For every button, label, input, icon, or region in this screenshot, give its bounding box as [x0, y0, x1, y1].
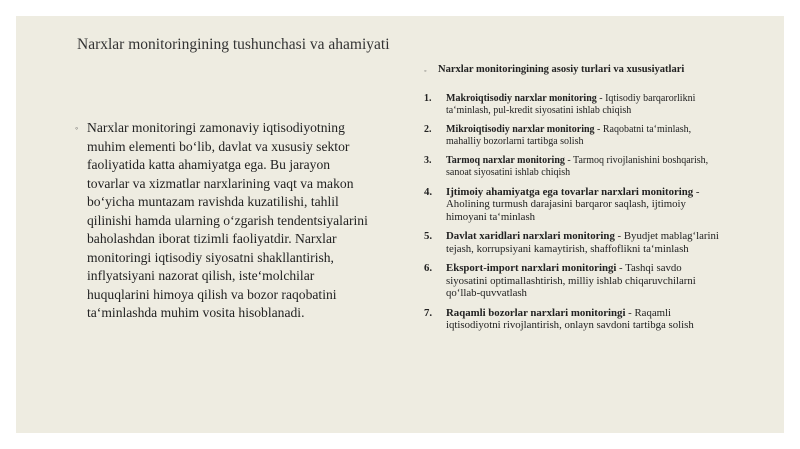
list-item-desc: - Raqamli iqtisodiyotni rivojlantirish, onlayn savdoni tartibga solish — [446, 306, 694, 331]
list-item-number: 6. — [424, 262, 433, 274]
list-item-number: 1. — [424, 92, 432, 104]
list-item — [424, 124, 724, 148]
list-item-name: Makroiqtisodiy narxlar monitoring — [446, 92, 597, 104]
list-item-body — [446, 93, 724, 117]
list-item — [424, 307, 724, 332]
left-column — [75, 119, 375, 323]
left-bullet-item — [75, 119, 375, 323]
list-item-body — [446, 186, 724, 224]
list-item-number: 3. — [424, 154, 432, 166]
list-item-name: Eksport-import narxlari monitoringi — [446, 262, 617, 274]
bullet-circle-icon: ◦ — [75, 123, 79, 133]
list-item — [424, 155, 724, 179]
list-item — [424, 186, 724, 224]
list-item-name: Tarmoq narxlar monitoring — [446, 154, 565, 166]
left-paragraph: Narxlar monitoringi zamonaviy iqtisodiyotning muhim elementi bo‘lib, davlat va xususiy sektor faoliyatida katta ahamiyatga ega. Bu jarayon tovarlar va xizmatlar narxlarining vaqt va makon bo‘yicha muntazam ravishda kuzatilishi, tahlil qilinishi hamda ularning o‘zgarish tendentsiyalarini baholashdan iborat tizimli faoliyatdir. Narxlar monitoringi iqtisodiy siyosatni shakllantirish, inflyatsiyani nazorat qilish, iste‘molchilar huquqlarini himoya qilish va bozor raqobatini ta‘minlashda muhim vosita hisoblanadi. — [87, 120, 368, 320]
list-item — [424, 262, 724, 300]
list-item-desc: - Iqtisodiy barqarorlikni ta‘minlash, pul-kredit siyosatini ishlab chiqish — [446, 92, 696, 116]
list-item-body — [446, 262, 724, 300]
monitoring-types-list — [424, 93, 724, 332]
list-item-number: 5. — [424, 230, 433, 242]
list-item-body — [446, 155, 724, 179]
list-item-desc: - Raqobatni ta‘minlash, mahalliy bozorlarni tartibga solish — [446, 123, 692, 147]
list-item-number: 2. — [424, 123, 432, 135]
list-item-desc: - Byudjet mablag‘larini tejash, korrupsiyani kamaytirish, shaffoflikni ta‘minlash — [446, 230, 719, 255]
list-item-number: 7. — [424, 306, 433, 319]
list-item-name: Davlat xaridlari narxlari monitoring — [446, 230, 615, 242]
list-item — [424, 230, 724, 255]
list-item-desc: - Aholining turmush darajasini barqaror saqlash, ijtimoiy himoyani ta‘minlash — [446, 185, 700, 223]
right-heading: Narxlar monitoringining asosiy turlari va xususiyatlari — [438, 64, 685, 75]
list-item-number: 4. — [424, 185, 433, 198]
right-column — [424, 64, 724, 339]
list-item-desc: - Tashqi savdo siyosatini optimallashtirish, milliy ishlab chiqaruvchilarni qo‘llab-quvvatlash — [446, 262, 696, 299]
list-item-name: Raqamli bozorlar narxlari monitoringi — [446, 306, 626, 319]
bullet-circle-icon: ◦ — [424, 67, 427, 75]
list-item — [424, 93, 724, 117]
slide — [16, 16, 784, 433]
list-item-body — [446, 230, 724, 255]
list-item-body — [446, 307, 724, 332]
list-item-body — [446, 124, 724, 148]
list-item-name: Ijtimoiy ahamiyatga ega tovarlar narxlari monitoring — [446, 185, 694, 198]
slide-title: Narxlar monitoringining tushunchasi va ahamiyati — [77, 36, 390, 53]
list-item-name: Mikroiqtisodiy narxlar monitoring — [446, 123, 595, 135]
right-heading-item — [424, 64, 724, 77]
list-item-desc: - Tarmoq rivojlanishini boshqarish, sanoat siyosatini ishlab chiqish — [446, 154, 709, 178]
